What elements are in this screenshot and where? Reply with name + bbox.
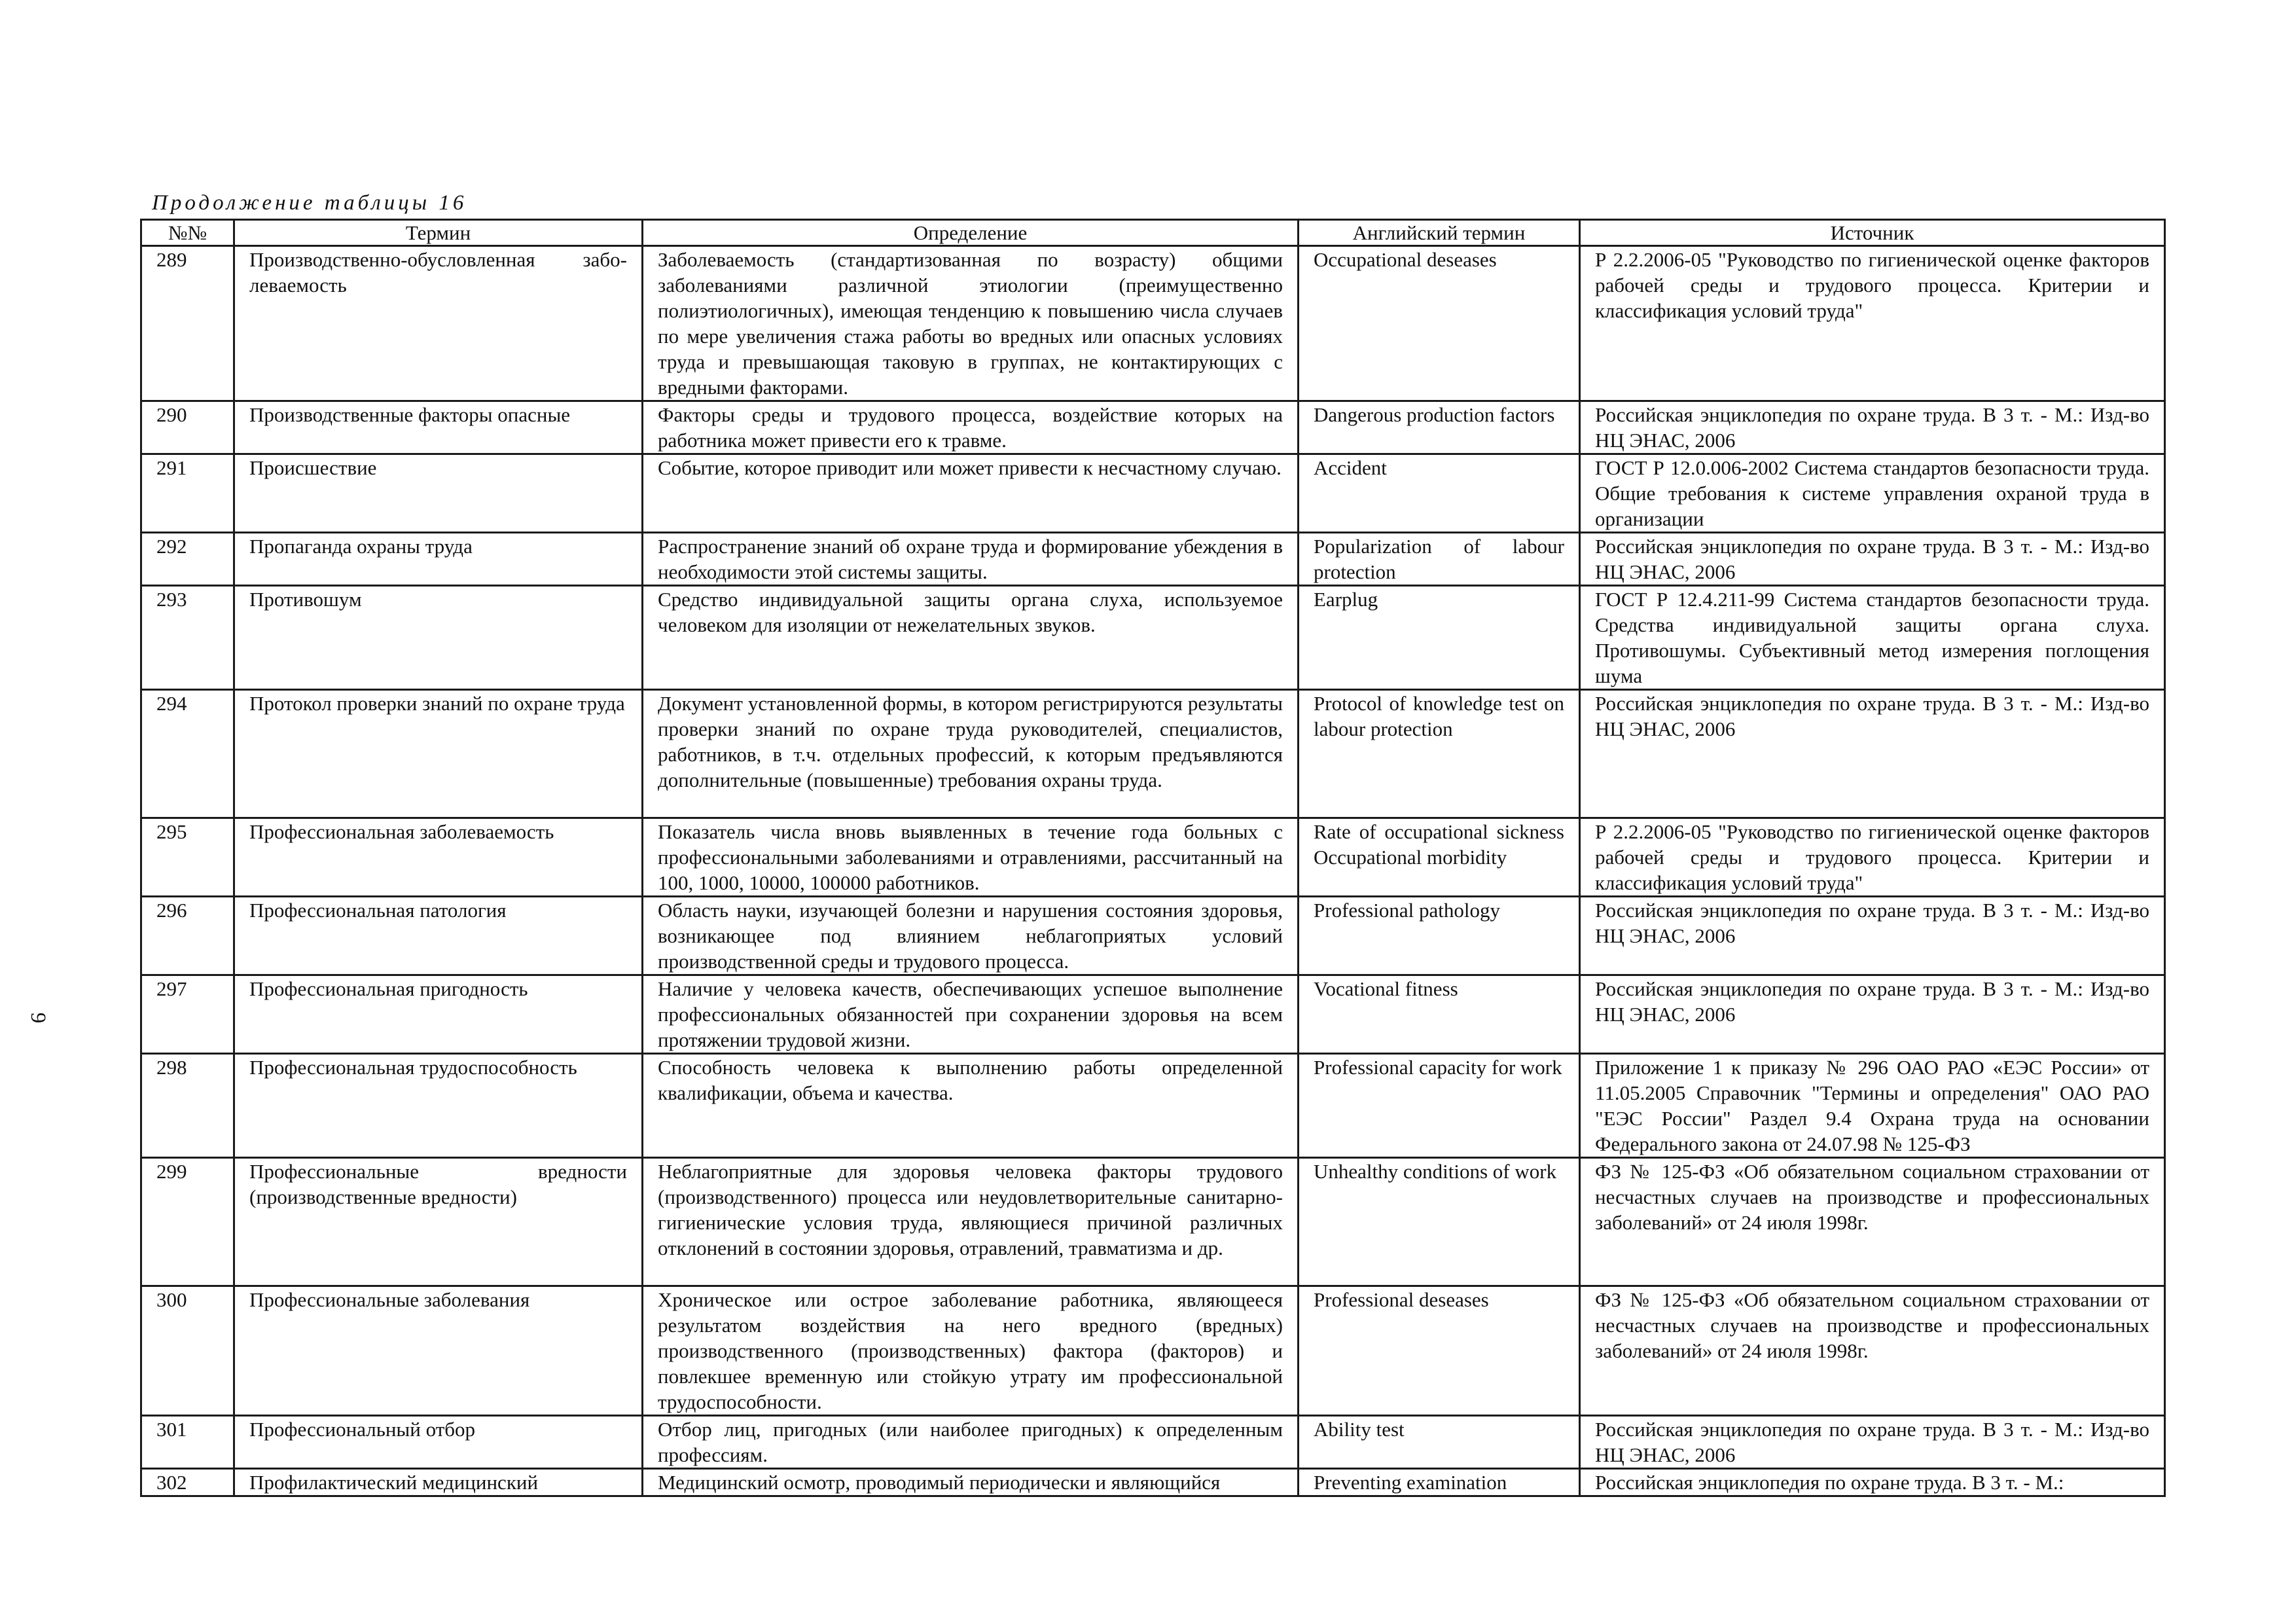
- table-row: [141, 1054, 2165, 1158]
- row-term: Протокол проверки знаний по охране труда: [234, 690, 643, 818]
- row-definition: Область науки, изучающей болезни и нарушения состояния здоровья, возникающее под влиянием неблагоприятых условий производственной среды и трудового процесса.: [643, 897, 1299, 975]
- row-term: Профессиональная заболеваемость: [234, 818, 643, 897]
- row-definition: Факторы среды и трудового процесса, воздействие которых на работника может привести его к травме.: [643, 401, 1299, 454]
- table-row: [141, 975, 2165, 1054]
- row-definition: Хроническое или острое заболевание работника, являющееся результатом воздействия на него вредного (вредных) производственного (производственных) фактора (факторов) и повлекшее временную или стойкую утрату им профессиональной трудоспособности.: [643, 1286, 1299, 1416]
- row-english-term: Preventing examination: [1299, 1469, 1580, 1496]
- row-english-term: Dangerous production factors: [1299, 401, 1580, 454]
- row-source: Российская энциклопедия по охране труда. В 3 т. - М.: Изд-во НЦ ЭНАС, 2006: [1580, 690, 2165, 818]
- table-caption: Продолжение таблицы 16: [152, 191, 467, 215]
- row-term: Профилактический медицинский: [234, 1469, 643, 1496]
- row-source: Российская энциклопедия по охране труда. В 3 т. - М.: Изд-во НЦ ЭНАС, 2006: [1580, 975, 2165, 1054]
- header-english-term: Английский термин: [1299, 220, 1580, 246]
- row-source: ФЗ № 125-ФЗ «Об обязательном социальном страховании от несчастных случаев на производстве и профессиональных заболеваний» от 24 июля 1998г.: [1580, 1286, 2165, 1416]
- row-source: Р 2.2.2006-05 "Руководство по гигиенической оценке факторов рабочей среды и трудового процесса. Критерии и классификация условий труда": [1580, 818, 2165, 897]
- row-term: Происшествие: [234, 454, 643, 533]
- terms-table: [140, 219, 2166, 1497]
- row-english-term: Popularization of labour protection: [1299, 533, 1580, 586]
- row-english-term: Ability test: [1299, 1416, 1580, 1469]
- row-term: Пропаганда охраны труда: [234, 533, 643, 586]
- row-term: Профессиональная трудоспособность: [234, 1054, 643, 1158]
- row-source: Российская энциклопедия по охране труда. В 3 т. - М.: Изд-во НЦ ЭНАС, 2006: [1580, 1416, 2165, 1469]
- table-header-row: [141, 220, 2165, 246]
- row-number: 299: [141, 1158, 234, 1286]
- row-english-term: Vocational fitness: [1299, 975, 1580, 1054]
- table-row: [141, 690, 2165, 818]
- row-term: Профессиональная патология: [234, 897, 643, 975]
- row-number: 289: [141, 246, 234, 401]
- row-term: Производственные факторы опасные: [234, 401, 643, 454]
- row-term: Профессиональная пригодность: [234, 975, 643, 1054]
- row-definition: Неблагоприятные для здоровья человека факторы трудового (производственного) процесса или неудовлетворительные санитарно-гигиенические условия труда, являющиеся причиной различных отклонений в состоянии здоровья, отравлений, травматизма и др.: [643, 1158, 1299, 1286]
- row-definition: Наличие у человека качеств, обеспечивающих успешое выполнение профессиональных обязанностей при сохранении здоровья на всем протяжении трудовой жизни.: [643, 975, 1299, 1054]
- table-row: [141, 401, 2165, 454]
- page-number: 9: [26, 1012, 50, 1024]
- row-definition: Способность человека к выполнению работы определенной квалификации, объема и качества.: [643, 1054, 1299, 1158]
- table-row: [141, 454, 2165, 533]
- table-row: [141, 533, 2165, 586]
- row-definition: Показатель числа вновь выявленных в течение года больных с профессиональными заболеваниями и отравлениями, рассчитанный на 100, 1000, 10000, 100000 работников.: [643, 818, 1299, 897]
- table-row: [141, 897, 2165, 975]
- header-source: Источник: [1580, 220, 2165, 246]
- row-source: ФЗ № 125-ФЗ «Об обязательном социальном страховании от несчастных случаев на производстве и профессиональных заболеваний» от 24 июля 1998г.: [1580, 1158, 2165, 1286]
- row-source: Российская энциклопедия по охране труда. В 3 т. - М.: Изд-во НЦ ЭНАС, 2006: [1580, 401, 2165, 454]
- row-number: 290: [141, 401, 234, 454]
- row-definition: Документ установленной формы, в котором регистрируются результаты проверки знаний по охране труда руководителей, специалистов, работников, в т.ч. отдельных профессий, к которым предъявляются дополнительные (повышенные) требования охраны труда.: [643, 690, 1299, 818]
- row-english-term: Accident: [1299, 454, 1580, 533]
- row-source: Российская энциклопедия по охране труда. В 3 т. - М.:: [1580, 1469, 2165, 1496]
- row-number: 300: [141, 1286, 234, 1416]
- row-definition: Средство индивидуальной защиты органа слуха, используемое человеком для изоляции от нежелательных звуков.: [643, 586, 1299, 690]
- table-row: [141, 246, 2165, 401]
- row-english-term: Earplug: [1299, 586, 1580, 690]
- row-number: 301: [141, 1416, 234, 1469]
- row-number: 297: [141, 975, 234, 1054]
- row-source: ГОСТ Р 12.0.006-2002 Система стандартов безопасности труда. Общие требования к системе управления охраной труда в организации: [1580, 454, 2165, 533]
- table-row: [141, 1158, 2165, 1286]
- row-source: Р 2.2.2006-05 "Руководство по гигиенической оценке факторов рабочей среды и трудового процесса. Критерии и классификация условий труда": [1580, 246, 2165, 401]
- row-english-term: Unhealthy conditions of work: [1299, 1158, 1580, 1286]
- row-number: 293: [141, 586, 234, 690]
- row-english-term: Professional deseases: [1299, 1286, 1580, 1416]
- row-number: 292: [141, 533, 234, 586]
- table-row: [141, 818, 2165, 897]
- row-source: Приложение 1 к приказу № 296 ОАО РАО «ЕЭС России» от 11.05.2005 Справочник "Термины и определения" ОАО РАО "ЕЭС России" Раздел 9.4 Охрана труда на основании Федерального закона от 24.07.98 № 125-ФЗ: [1580, 1054, 2165, 1158]
- table-row: [141, 1416, 2165, 1469]
- row-source: Российская энциклопедия по охране труда. В 3 т. - М.: Изд-во НЦ ЭНАС, 2006: [1580, 897, 2165, 975]
- row-definition: Медицинский осмотр, проводимый периодически и являющийся: [643, 1469, 1299, 1496]
- row-term: Противошум: [234, 586, 643, 690]
- row-term: Производственно-обусловленная забо-левaемость: [234, 246, 643, 401]
- row-english-term: Professional capacity for work: [1299, 1054, 1580, 1158]
- row-number: 294: [141, 690, 234, 818]
- header-term: Термин: [234, 220, 643, 246]
- row-term: Профессиональный отбор: [234, 1416, 643, 1469]
- row-english-term: Occupational deseases: [1299, 246, 1580, 401]
- row-definition: Распространение знаний об охране труда и формирование убеждения в необходимости этой системы защиты.: [643, 533, 1299, 586]
- row-source: Российская энциклопедия по охране труда. В 3 т. - М.: Изд-во НЦ ЭНАС, 2006: [1580, 533, 2165, 586]
- row-english-term: Protocol of knowledge test on labour protection: [1299, 690, 1580, 818]
- row-definition: Отбор лиц, пригодных (или наиболее пригодных) к определенным профессиям.: [643, 1416, 1299, 1469]
- row-definition: Событие, которое приводит или может привести к несчастному случаю.: [643, 454, 1299, 533]
- header-num: №№: [141, 220, 234, 246]
- row-number: 296: [141, 897, 234, 975]
- row-english-term: Rate of occupational sickness Occupational morbidity: [1299, 818, 1580, 897]
- table-row: [141, 1286, 2165, 1416]
- row-definition: Заболеваемость (стандартизованная по возрасту) общими заболеваниями различной этиологии (преимущественно полиэтиологичных), имеющая тенденцию к повышению числа случаев по мере увеличения стажа работы во вредных или опасных условиях труда и превышающая таковую в группах, не контактирующих с вредными факторами.: [643, 246, 1299, 401]
- row-english-term: Professional pathology: [1299, 897, 1580, 975]
- row-term: Профессиональные вредности (производственные вредности): [234, 1158, 643, 1286]
- table-row: [141, 586, 2165, 690]
- row-term: Профессиональные заболевания: [234, 1286, 643, 1416]
- row-number: 291: [141, 454, 234, 533]
- row-source: ГОСТ Р 12.4.211-99 Система стандартов безопасности труда. Средства индивидуальной защиты органа слуха. Противошумы. Субъективный метод измерения поглощения шума: [1580, 586, 2165, 690]
- table-row: [141, 1469, 2165, 1496]
- row-number: 295: [141, 818, 234, 897]
- row-number: 298: [141, 1054, 234, 1158]
- row-number: 302: [141, 1469, 234, 1496]
- header-definition: Определение: [643, 220, 1299, 246]
